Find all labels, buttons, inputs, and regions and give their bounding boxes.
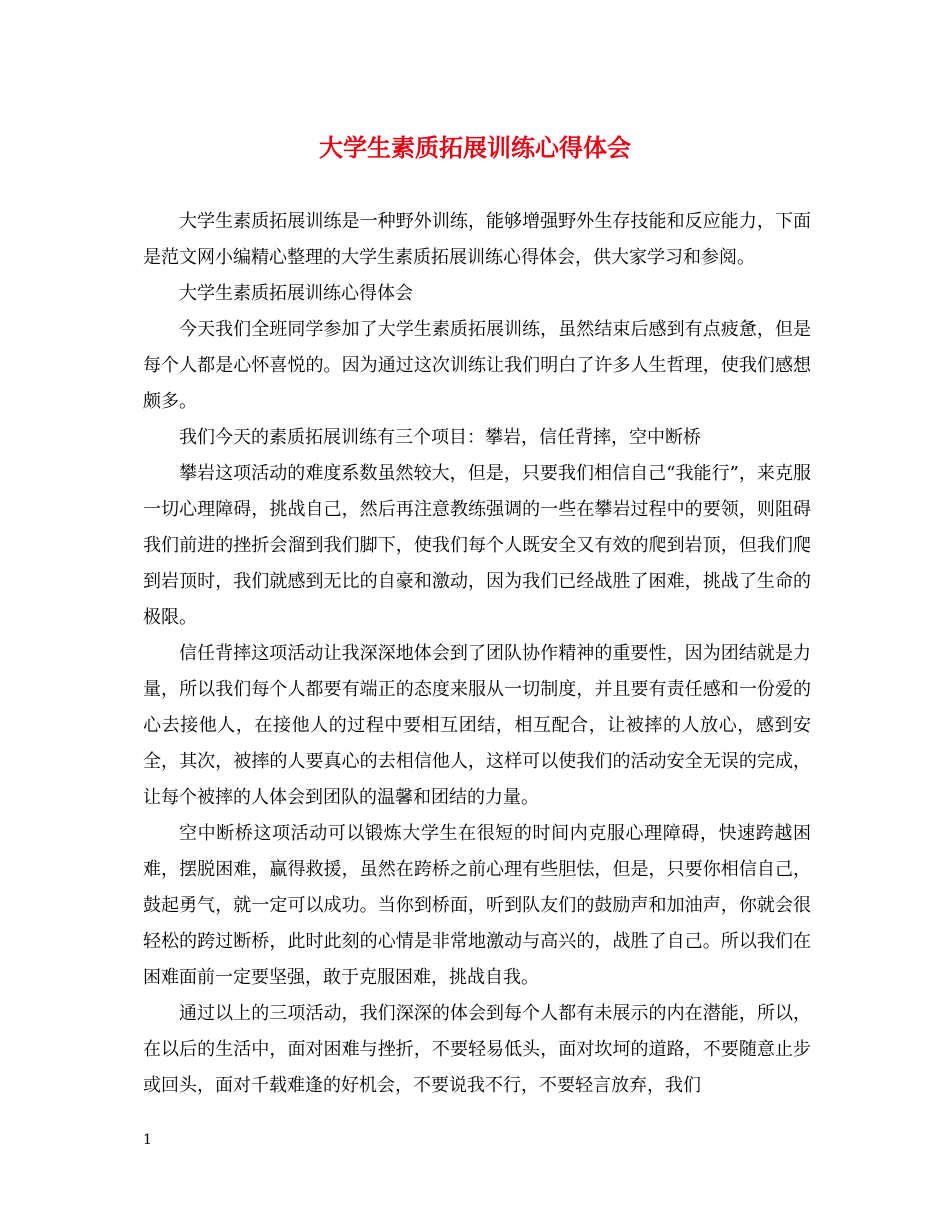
paragraph-trust-fall: 信任背摔这项活动让我深深地体会到了团队协作精神的重要性，因为团结就是力量，所以我们每个人都要有端正的态度来服从一切制度，并且要有责任感和一份爱的心去接他人，在接他人的过程中要相互团结，相互配合，让被摔的人放心，感到安全，其次，被摔的人要真心的去相信他人，这样可以使我们的活动安全无误的完成，让每个被摔的人体会到团队的温馨和团结的力量。 (143, 643, 811, 808)
paragraph-subtitle: 大学生素质拓展训练心得体会 (179, 283, 413, 304)
paragraph-intro: 大学生素质拓展训练是一种野外训练，能够增强野外生存技能和反应能力，下面是范文网小编精心整理的大学生素质拓展训练心得体会，供大家学习和参阅。 (143, 211, 811, 268)
paragraph-broken-bridge: 空中断桥这项活动可以锻炼大学生在很短的时间内克服心理障碍，快速跨越困难，摆脱困难，赢得救援，虽然在跨桥之前心理有些胆怯，但是，只要你相信自己，鼓起勇气，就一定可以成功。当你到桥面，听到队友们的鼓励声和加油声，你就会很轻松的跨过断桥，此时此刻的心情是非常地激动与高兴的，战胜了自己。所以我们在困难面前一定要坚强，敢于克服困难，挑战自我。 (143, 823, 811, 988)
document-title: 大学生素质拓展训练心得体会 (319, 133, 631, 162)
paragraph-opening: 今天我们全班同学参加了大学生素质拓展训练，虽然结束后感到有点疲惫，但是每个人都是心怀喜悦的。因为通过这次训练让我们明白了许多人生哲理，使我们感想颇多。 (143, 319, 811, 412)
document-body (143, 204, 811, 1104)
paragraph-projects: 我们今天的素质拓展训练有三个项目：攀岩，信任背摔，空中断桥 (179, 427, 701, 448)
paragraph-rock-climbing: 攀岩这项活动的难度系数虽然较大，但是，只要我们相信自己“我能行”，来克服一切心理障碍，挑战自己，然后再注意教练强调的一些在攀岩过程中的要领，则阻碍我们前进的挫折会溜到我们脚下，使我们每个人既安全又有效的爬到岩顶，但我们爬到岩顶时，我们就感到无比的自豪和激动，因为我们已经战胜了困难，挑战了生命的极限。 (143, 463, 811, 628)
page-number: 1 (143, 1132, 152, 1148)
paragraph-conclusion: 通过以上的三项活动，我们深深的体会到每个人都有未展示的内在潜能，所以，在以后的生活中，面对困难与挫折，不要轻易低头，面对坎坷的道路，不要随意止步或回头，面对千载难逢的好机会，不要说我不行，不要轻言放弃，我们 (143, 1003, 811, 1096)
